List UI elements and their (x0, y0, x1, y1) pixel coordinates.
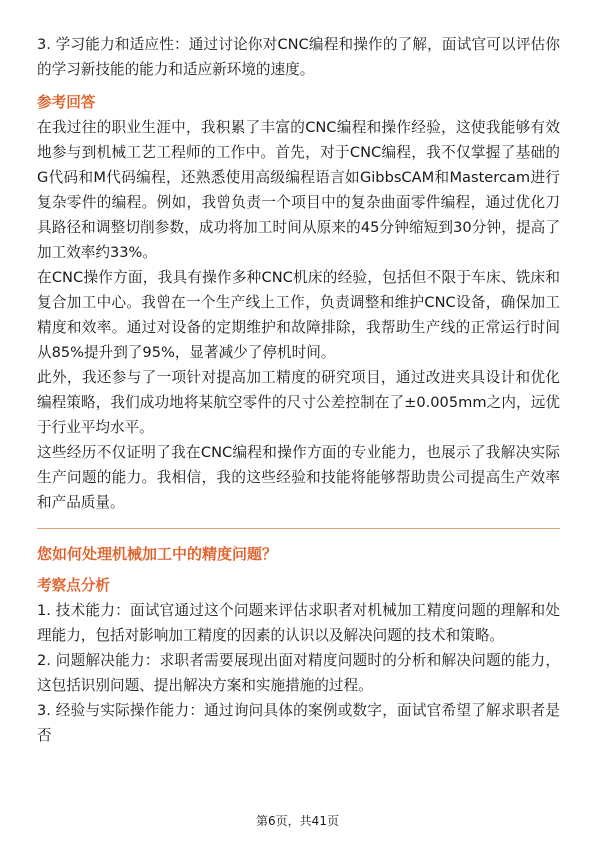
document-page (37, 32, 560, 748)
page-number: 第6页，共41页 (256, 814, 339, 828)
answer-paragraph: 此外，我还参与了一项针对提高加工精度的研究项目，通过改进夹具设计和优化编程策略，我们成功地将某航空零件的尺寸公差控制在了±0.005mm之内，远优于行业平均水平。 (37, 369, 560, 436)
answer-paragraph: 这些经历不仅证明了我在CNC编程和操作方面的专业能力，也展示了我解决实际生产问题的能力。我相信，我的这些经验和技能将能够帮助贵公司提高生产效率和产品质量。 (37, 444, 560, 511)
analysis-item-3-learning: 3. 学习能力和适应性：通过讨论你对CNC编程和操作的了解，面试官可以评估你的学习新技能的能力和适应新环境的速度。 (37, 36, 560, 78)
section-divider (37, 528, 560, 529)
interview-question: 您如何处理机械加工中的精度问题？ (37, 545, 278, 563)
analysis-item: 2. 问题解决能力：求职者需要展现出面对精度问题时的分析和解决问题的能力，这包括识别问题、提出解决方案和实施措施的过程。 (37, 652, 560, 694)
analysis-item: 1. 技术能力：面试官通过这个问题来评估求职者对机械加工精度问题的理解和处理能力，包括对影响加工精度的因素的认识以及解决问题的技术和策略。 (37, 602, 560, 644)
analysis-heading: 考察点分析 (37, 577, 110, 594)
reference-answer-heading: 参考回答 (37, 94, 96, 111)
answer-paragraph: 在我过往的职业生涯中，我积累了丰富的CNC编程和操作经验，这使我能够有效地参与到机械工艺工程师的工作中。首先，对于CNC编程，我不仅掌握了基础的G代码和M代码编程，还熟悉使用高级编程语言如GibbsCAM和Mastercam进行复杂零件的编程。例如，我曾负责一个项目中的复杂曲面零件编程，通过优化刀具路径和调整切削参数，成功将加工时间从原来的45分钟缩短到30分钟，提高了加工效率约33%。 (37, 119, 560, 261)
answer-paragraph: 在CNC操作方面，我具有操作多种CNC机床的经验，包括但不限于车床、铣床和复合加工中心。我曾在一个生产线上工作，负责调整和维护CNC设备，确保加工精度和效率。通过对设备的定期维护和故障排除，我帮助生产线的正常运行时间从85%提升到了95%，显著减少了停机时间。 (37, 269, 560, 361)
analysis-item: 3. 经验与实际操作能力：通过询问具体的案例或数字，面试官希望了解求职者是否 (37, 702, 560, 744)
